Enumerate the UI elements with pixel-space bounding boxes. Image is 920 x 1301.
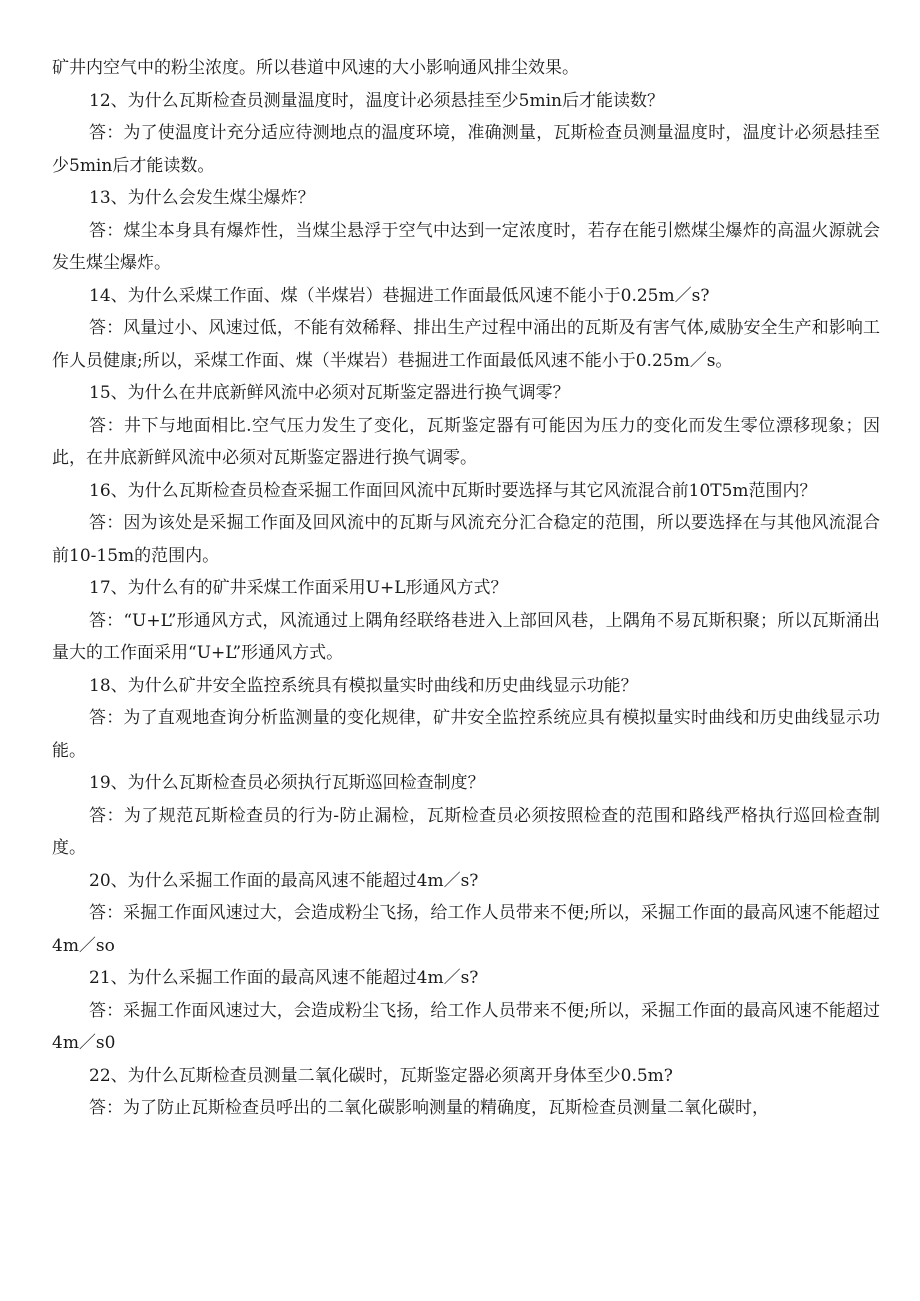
paragraph-continuation: 矿井内空气中的粉尘浓度。所以巷道中风速的大小影响通风排尘效果。 xyxy=(52,58,579,78)
answer-16: 答：因为该处是采掘工作面及回风流中的瓦斯与风流充分汇合稳定的范围，所以要选择在与其他风流混合前10-15m的范围内。 xyxy=(52,513,880,566)
answer-19: 答：为了规范瓦斯检查员的行为-防止漏检，瓦斯检查员必须按照检查的范围和路线严格执行巡回检查制度。 xyxy=(52,805,880,858)
question-17: 17、为什么有的矿井采煤工作面采用U+L形通风方式？ xyxy=(89,578,508,598)
answer-21: 答：采掘工作面风速过大，会造成粉尘飞扬，给工作人员带来不便;所以，采掘工作面的最高风速不能超过4m／s0 xyxy=(52,1000,880,1053)
answer-17: 答：“U+L”形通风方式，风流通过上隅角经联络巷进入上部回风巷，上隅角不易瓦斯积聚；所以瓦斯涌出量大的工作面采用“U+L”形通风方式。 xyxy=(52,610,880,663)
answer-15: 答：井下与地面相比.空气压力发生了变化，瓦斯鉴定器有可能因为压力的变化而发生零位漂移现象；因此，在井底新鲜风流中必须对瓦斯鉴定器进行换气调零。 xyxy=(52,415,880,468)
question-18: 18、为什么矿井安全监控系统具有模拟量实时曲线和历史曲线显示功能？ xyxy=(89,675,638,696)
answer-14: 答：风量过小、风速过低，不能有效稀释、排出生产过程中涌出的瓦斯及有害气体,威胁安全生产和影响工作人员健康;所以，采煤工作面、煤（半煤岩）巷掘进工作面最低风速不能小于0.25m／s。 xyxy=(52,318,880,371)
question-12: 12、为什么瓦斯检查员测量温度时，温度计必须悬挂至少5min后才能读数？ xyxy=(89,90,664,111)
question-15: 15、为什么在井底新鲜风流中必须对瓦斯鉴定器进行换气调零？ xyxy=(89,383,570,403)
question-19: 19、为什么瓦斯检查员必须执行瓦斯巡回检查制度？ xyxy=(89,773,485,793)
question-14: 14、为什么采煤工作面、煤（半煤岩）巷掘进工作面最低风速不能小于0.25m／s? xyxy=(89,285,710,306)
question-22: 22、为什么瓦斯检查员测量二氧化碳时，瓦斯鉴定器必须离开身体至少0.5m? xyxy=(89,1065,673,1086)
answer-20: 答：采掘工作面风速过大，会造成粉尘飞扬，给工作人员带来不便;所以，采掘工作面的最高风速不能超过4m／so xyxy=(52,903,880,956)
question-20: 20、为什么采掘工作面的最高风速不能超过4m／s? xyxy=(89,870,479,891)
answer-12: 答：为了使温度计充分适应待测地点的温度环境，准确测量，瓦斯检查员测量温度时，温度计必须悬挂至少5min后才能读数。 xyxy=(52,123,880,176)
question-16: 16、为什么瓦斯检查员检查采掘工作面回风流中瓦斯时要选择与其它风流混合前10T5m范围内？ xyxy=(89,480,817,501)
question-13: 13、为什么会发生煤尘爆炸？ xyxy=(89,188,315,208)
answer-22: 答：为了防止瓦斯检查员呼出的二氧化碳影响测量的精确度，瓦斯检查员测量二氧化碳时， xyxy=(89,1098,769,1118)
question-21: 21、为什么采掘工作面的最高风速不能超过4m／s? xyxy=(89,968,479,988)
document-page xyxy=(52,52,880,1125)
answer-13: 答：煤尘本身具有爆炸性，当煤尘悬浮于空气中达到一定浓度时，若存在能引燃煤尘爆炸的高温火源就会发生煤尘爆炸。 xyxy=(52,220,880,273)
answer-18: 答：为了直观地查询分析监测量的变化规律，矿井安全监控系统应具有模拟量实时曲线和历史曲线显示功能。 xyxy=(52,708,880,761)
